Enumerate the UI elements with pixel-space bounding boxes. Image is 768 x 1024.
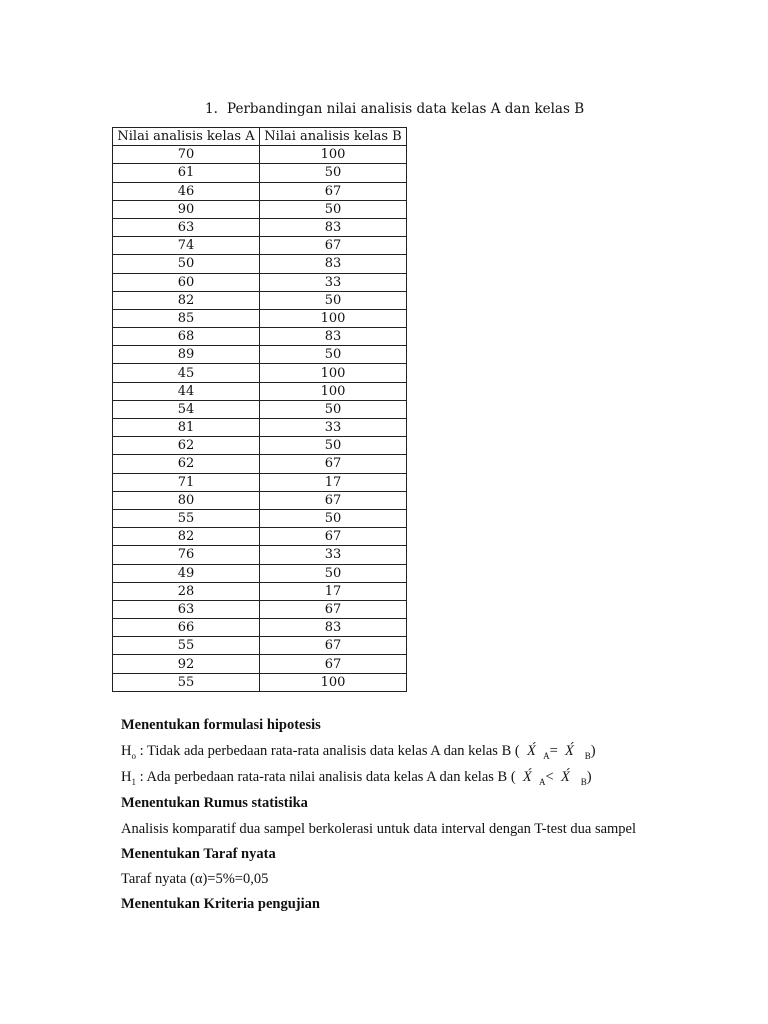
cell-kelas-a: 60 — [113, 273, 260, 291]
table-row — [113, 218, 407, 236]
cell-kelas-a: 71 — [113, 473, 260, 491]
cell-kelas-a: 74 — [113, 237, 260, 255]
cell-kelas-a: 80 — [113, 491, 260, 509]
table-row — [113, 419, 407, 437]
table-row — [113, 237, 407, 255]
cell-kelas-a: 55 — [113, 509, 260, 527]
cell-kelas-b: 17 — [260, 473, 407, 491]
table-row — [113, 582, 407, 600]
table-header-row — [113, 128, 407, 146]
rumus-title: Menentukan Rumus statistika — [121, 795, 308, 811]
cell-kelas-a: 44 — [113, 382, 260, 400]
close-paren: ) — [590, 743, 596, 759]
less-than-sign: < — [545, 769, 554, 785]
table-row — [113, 382, 407, 400]
hypothesis-h0 — [121, 743, 596, 761]
table-row — [113, 619, 407, 637]
cell-kelas-b: 67 — [260, 237, 407, 255]
table-row — [113, 509, 407, 527]
table-row — [113, 673, 407, 691]
heading-text: Perbandingan nilai analisis data kelas A dan kelas B — [227, 101, 585, 117]
cell-kelas-b: 67 — [260, 600, 407, 618]
table-row — [113, 164, 407, 182]
cell-kelas-b: 100 — [260, 364, 407, 382]
xbar-symbol: X́ — [522, 769, 532, 785]
cell-kelas-b: 83 — [260, 619, 407, 637]
table-row — [113, 328, 407, 346]
cell-kelas-b: 50 — [260, 437, 407, 455]
cell-kelas-b: 67 — [260, 491, 407, 509]
cell-kelas-b: 100 — [260, 673, 407, 691]
cell-kelas-a: 55 — [113, 673, 260, 691]
subscript-a: A — [543, 750, 550, 761]
equals-sign: = — [549, 743, 558, 759]
cell-kelas-b: 100 — [260, 309, 407, 327]
table-row — [113, 600, 407, 618]
cell-kelas-b: 50 — [260, 200, 407, 218]
cell-kelas-b: 33 — [260, 273, 407, 291]
table-row — [113, 528, 407, 546]
cell-kelas-a: 89 — [113, 346, 260, 364]
table-row — [113, 473, 407, 491]
cell-kelas-a: 68 — [113, 328, 260, 346]
subscript-a: A — [539, 776, 546, 787]
table-row — [113, 491, 407, 509]
hypothesis-h1 — [121, 769, 592, 787]
table-row — [113, 346, 407, 364]
cell-kelas-a: 63 — [113, 218, 260, 236]
cell-kelas-b: 17 — [260, 582, 407, 600]
cell-kelas-a: 66 — [113, 619, 260, 637]
subscript-b: B — [584, 750, 591, 761]
heading-number: 1. — [205, 101, 218, 117]
table-row — [113, 200, 407, 218]
table-row — [113, 291, 407, 309]
close-paren: ) — [586, 769, 592, 785]
cell-kelas-a: 82 — [113, 291, 260, 309]
column-header-b: Nilai analisis kelas B — [260, 128, 407, 146]
table-row — [113, 309, 407, 327]
taraf-text: Taraf nyata (α)=5%=0,05 — [121, 871, 269, 887]
cell-kelas-a: 61 — [113, 164, 260, 182]
table-row — [113, 255, 407, 273]
cell-kelas-b: 100 — [260, 382, 407, 400]
xbar-symbol: X́ — [526, 743, 536, 759]
table-body — [113, 146, 407, 692]
table-row — [113, 546, 407, 564]
h0-text: : Tidak ada perbedaan rata-rata analisis data kelas A dan kelas B ( — [135, 743, 524, 759]
h0-label: H — [121, 743, 132, 759]
cell-kelas-b: 67 — [260, 655, 407, 673]
taraf-title: Menentukan Taraf nyata — [121, 846, 276, 862]
table-row — [113, 655, 407, 673]
subscript-b: B — [580, 776, 587, 787]
cell-kelas-b: 50 — [260, 564, 407, 582]
cell-kelas-a: 62 — [113, 455, 260, 473]
cell-kelas-b: 50 — [260, 164, 407, 182]
table-row — [113, 364, 407, 382]
table-row — [113, 437, 407, 455]
cell-kelas-a: 81 — [113, 419, 260, 437]
cell-kelas-a: 54 — [113, 400, 260, 418]
cell-kelas-a: 90 — [113, 200, 260, 218]
cell-kelas-a: 76 — [113, 546, 260, 564]
hipotesis-title: Menentukan formulasi hipotesis — [121, 717, 321, 733]
xbar-symbol: X́ — [565, 743, 574, 759]
table-row — [113, 455, 407, 473]
section-heading — [205, 101, 584, 117]
cell-kelas-a: 63 — [113, 600, 260, 618]
column-header-a: Nilai analisis kelas A — [113, 128, 260, 146]
cell-kelas-b: 50 — [260, 400, 407, 418]
cell-kelas-b: 83 — [260, 218, 407, 236]
cell-kelas-b: 83 — [260, 255, 407, 273]
cell-kelas-b: 33 — [260, 419, 407, 437]
cell-kelas-b: 50 — [260, 509, 407, 527]
score-table — [112, 127, 407, 692]
cell-kelas-b: 67 — [260, 637, 407, 655]
cell-kelas-b: 50 — [260, 291, 407, 309]
cell-kelas-a: 70 — [113, 146, 260, 164]
cell-kelas-b: 83 — [260, 328, 407, 346]
table-row — [113, 400, 407, 418]
h1-label: H — [121, 769, 132, 785]
cell-kelas-b: 67 — [260, 528, 407, 546]
cell-kelas-b: 67 — [260, 455, 407, 473]
cell-kelas-a: 82 — [113, 528, 260, 546]
rumus-text: Analisis komparatif dua sampel berkolerasi untuk data interval dengan T-test dua sampel — [121, 821, 637, 837]
h0-subscript: o — [131, 750, 136, 761]
cell-kelas-a: 45 — [113, 364, 260, 382]
cell-kelas-a: 55 — [113, 637, 260, 655]
cell-kelas-a: 62 — [113, 437, 260, 455]
h1-text: : Ada perbedaan rata-rata nilai analisis data kelas A dan kelas B ( — [135, 769, 520, 785]
cell-kelas-b: 67 — [260, 182, 407, 200]
cell-kelas-b: 50 — [260, 346, 407, 364]
xbar-symbol: X́ — [560, 769, 570, 785]
table-row — [113, 182, 407, 200]
table-row — [113, 637, 407, 655]
cell-kelas-b: 100 — [260, 146, 407, 164]
kriteria-title: Menentukan Kriteria pengujian — [121, 896, 320, 912]
table-row — [113, 146, 407, 164]
cell-kelas-a: 85 — [113, 309, 260, 327]
cell-kelas-a: 28 — [113, 582, 260, 600]
cell-kelas-a: 49 — [113, 564, 260, 582]
cell-kelas-a: 50 — [113, 255, 260, 273]
h1-subscript: 1 — [131, 776, 136, 787]
cell-kelas-a: 46 — [113, 182, 260, 200]
table-row — [113, 273, 407, 291]
cell-kelas-b: 33 — [260, 546, 407, 564]
table-row — [113, 564, 407, 582]
cell-kelas-a: 92 — [113, 655, 260, 673]
